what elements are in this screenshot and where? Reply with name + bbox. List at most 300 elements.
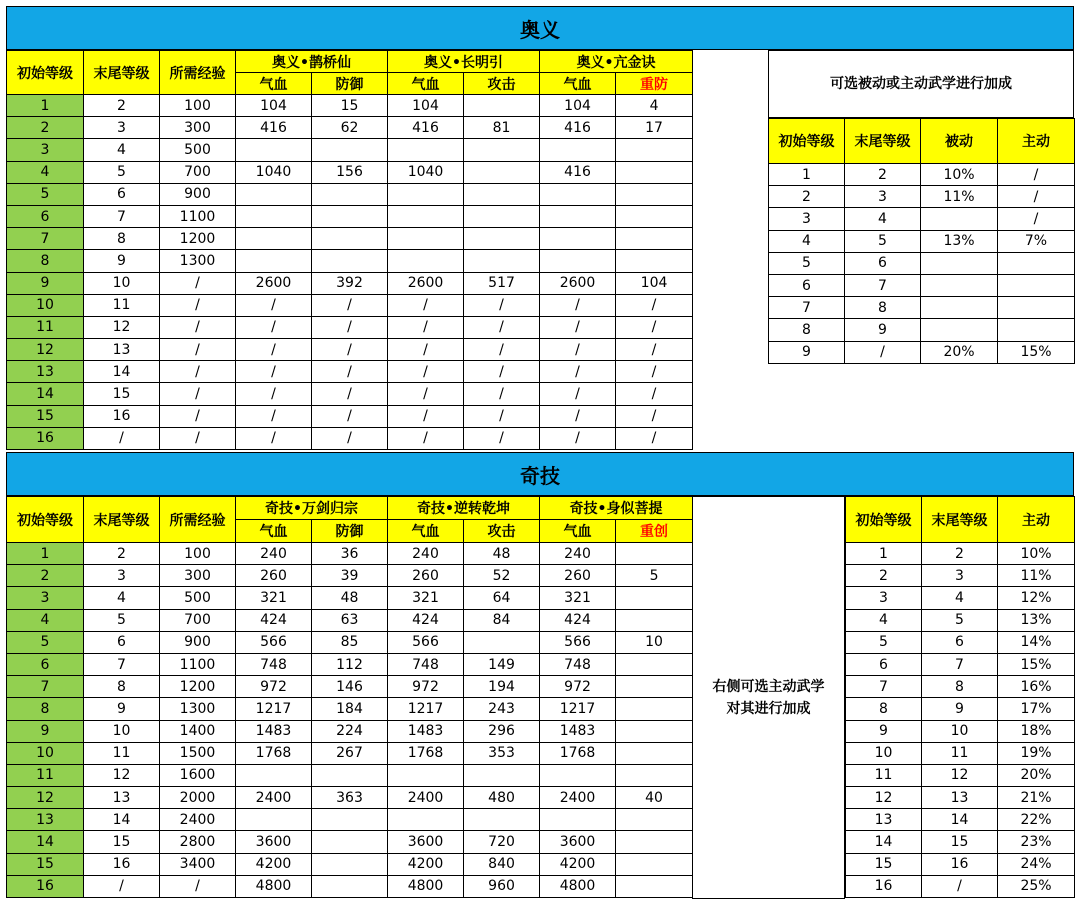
level-cell: 7 xyxy=(769,297,845,319)
table-cell xyxy=(388,764,464,786)
table-row xyxy=(846,853,1075,875)
level-cell: 3 xyxy=(846,587,922,609)
table-cell: / xyxy=(236,427,312,449)
table-cell: 15% xyxy=(998,653,1075,675)
table-cell: 10% xyxy=(998,543,1075,565)
subheader: 攻击 xyxy=(464,73,540,95)
table-row xyxy=(846,787,1075,809)
table-row xyxy=(846,653,1075,675)
table-cell: / xyxy=(540,405,616,427)
table-cell: 243 xyxy=(464,698,540,720)
subheader: 防御 xyxy=(312,73,388,95)
table-cell: 1300 xyxy=(160,698,236,720)
table-cell xyxy=(616,764,693,786)
table-cell: / xyxy=(540,361,616,383)
table-cell xyxy=(312,853,388,875)
table-row xyxy=(7,427,693,449)
table-cell: 2 xyxy=(84,95,160,117)
table-cell: 1768 xyxy=(236,742,312,764)
table-row xyxy=(7,228,693,250)
table-cell: 4200 xyxy=(540,853,616,875)
table-cell xyxy=(616,853,693,875)
table-cell xyxy=(921,319,998,341)
table-cell: 104 xyxy=(540,95,616,117)
table-cell: / xyxy=(84,427,160,449)
table-row xyxy=(769,164,1075,186)
level-cell: 10 xyxy=(846,742,922,764)
subheader: 气血 xyxy=(540,520,616,543)
level-cell: 3 xyxy=(7,139,84,161)
table-cell: 4 xyxy=(84,587,160,609)
table-cell: 2400 xyxy=(236,787,312,809)
level-cell: 5 xyxy=(769,252,845,274)
table-row xyxy=(769,186,1075,208)
table-cell: / xyxy=(388,405,464,427)
table-cell xyxy=(616,587,693,609)
header-end-level: 末尾等级 xyxy=(84,497,160,543)
table-cell: 9 xyxy=(922,698,998,720)
table-row xyxy=(769,341,1075,363)
table-cell xyxy=(388,228,464,250)
level-cell: 2 xyxy=(846,565,922,587)
table-cell: 2 xyxy=(84,543,160,565)
table-cell: / xyxy=(464,427,540,449)
table-cell: 16 xyxy=(922,853,998,875)
subheader: 攻击 xyxy=(464,520,540,543)
section-title: 奇技 xyxy=(520,463,560,488)
level-cell: 9 xyxy=(7,720,84,742)
table-cell: 3600 xyxy=(388,831,464,853)
table-cell: 17% xyxy=(998,698,1075,720)
level-cell: 7 xyxy=(846,676,922,698)
table-cell: 2600 xyxy=(236,272,312,294)
table-cell: 15 xyxy=(312,95,388,117)
table-cell: 4200 xyxy=(388,853,464,875)
table-row xyxy=(769,230,1075,252)
subheader: 防御 xyxy=(312,520,388,543)
table-cell xyxy=(998,252,1075,274)
table-cell: / xyxy=(616,339,693,361)
table-cell: 11 xyxy=(84,742,160,764)
level-cell: 3 xyxy=(769,208,845,230)
table-cell: 14 xyxy=(84,361,160,383)
table-cell: 112 xyxy=(312,653,388,675)
table-cell xyxy=(312,228,388,250)
table-cell: 63 xyxy=(312,609,388,631)
table-cell: 416 xyxy=(540,161,616,183)
table-cell: 1500 xyxy=(160,742,236,764)
level-cell: 15 xyxy=(846,853,922,875)
table-cell xyxy=(616,676,693,698)
table-cell: 36 xyxy=(312,543,388,565)
table-cell xyxy=(312,250,388,272)
table-cell: / xyxy=(160,427,236,449)
table-cell: 22% xyxy=(998,809,1075,831)
level-cell: 6 xyxy=(846,653,922,675)
table-cell: 100 xyxy=(160,543,236,565)
table-row xyxy=(7,250,693,272)
side-note-line: 对其进行加成 xyxy=(726,700,811,717)
table-cell: / xyxy=(236,294,312,316)
table-cell xyxy=(540,183,616,205)
table-cell: 2400 xyxy=(160,809,236,831)
table-cell: / xyxy=(236,316,312,338)
table-cell: 6 xyxy=(845,252,921,274)
table-row xyxy=(7,764,693,786)
table-cell: / xyxy=(312,427,388,449)
table-row xyxy=(846,698,1075,720)
aoyi-side-table xyxy=(768,118,1075,364)
table-cell xyxy=(312,809,388,831)
table-cell: 17 xyxy=(616,117,693,139)
table-cell xyxy=(236,809,312,831)
table-cell: 240 xyxy=(388,543,464,565)
table-cell: 18% xyxy=(998,720,1075,742)
level-cell: 1 xyxy=(7,543,84,565)
table-cell: 6 xyxy=(84,183,160,205)
table-cell: 4 xyxy=(922,587,998,609)
table-cell: / xyxy=(998,164,1075,186)
table-cell xyxy=(312,183,388,205)
table-row xyxy=(7,831,693,853)
table-cell: 14 xyxy=(922,809,998,831)
table-cell: 321 xyxy=(236,587,312,609)
table-cell: 4 xyxy=(616,95,693,117)
side-header-start-level: 初始等级 xyxy=(769,119,845,164)
table-row xyxy=(7,609,693,631)
qiji-main-table xyxy=(6,496,693,898)
table-cell: 2 xyxy=(845,164,921,186)
table-cell: / xyxy=(540,339,616,361)
table-cell: 2800 xyxy=(160,831,236,853)
table-cell: 1600 xyxy=(160,764,236,786)
table-row xyxy=(7,631,693,653)
table-cell xyxy=(464,205,540,227)
table-cell: 424 xyxy=(540,609,616,631)
level-cell: 8 xyxy=(7,250,84,272)
table-cell: 960 xyxy=(464,875,540,897)
table-row xyxy=(846,543,1075,565)
level-cell: 9 xyxy=(846,720,922,742)
table-row xyxy=(846,809,1075,831)
header-required-exp: 所需经验 xyxy=(160,497,236,543)
table-cell: 20% xyxy=(998,764,1075,786)
table-row xyxy=(846,742,1075,764)
table-cell: 14 xyxy=(84,809,160,831)
table-cell: 7 xyxy=(84,653,160,675)
table-cell: 7% xyxy=(998,230,1075,252)
level-cell: 14 xyxy=(7,831,84,853)
table-cell xyxy=(388,183,464,205)
table-cell: 15% xyxy=(998,341,1075,363)
table-cell xyxy=(388,205,464,227)
table-cell: 149 xyxy=(464,653,540,675)
table-row xyxy=(7,139,693,161)
table-cell xyxy=(540,764,616,786)
level-cell: 8 xyxy=(769,319,845,341)
table-cell xyxy=(236,764,312,786)
table-cell: / xyxy=(998,208,1075,230)
table-cell: / xyxy=(388,316,464,338)
table-cell: 1483 xyxy=(236,720,312,742)
table-cell xyxy=(616,139,693,161)
table-row xyxy=(7,853,693,875)
table-cell: 392 xyxy=(312,272,388,294)
aoyi-main-table xyxy=(6,50,693,450)
table-cell: 24% xyxy=(998,853,1075,875)
level-cell: 6 xyxy=(7,205,84,227)
table-cell: 3 xyxy=(84,565,160,587)
table-row xyxy=(7,161,693,183)
table-cell: 972 xyxy=(236,676,312,698)
level-cell: 1 xyxy=(846,543,922,565)
table-cell: 566 xyxy=(236,631,312,653)
table-row xyxy=(846,875,1075,897)
qiji-side-note xyxy=(692,496,845,899)
table-cell: 321 xyxy=(388,587,464,609)
table-cell xyxy=(312,139,388,161)
table-cell: 9 xyxy=(84,250,160,272)
table-row xyxy=(846,565,1075,587)
table-cell: 748 xyxy=(388,653,464,675)
table-cell xyxy=(921,252,998,274)
table-cell: 424 xyxy=(236,609,312,631)
table-row xyxy=(846,587,1075,609)
table-cell: / xyxy=(388,294,464,316)
section-banner-aoyi xyxy=(6,6,1074,50)
table-row xyxy=(846,676,1075,698)
table-cell: 748 xyxy=(236,653,312,675)
table-cell: 15 xyxy=(84,383,160,405)
table-cell xyxy=(236,183,312,205)
table-cell xyxy=(616,809,693,831)
table-cell: 4 xyxy=(84,139,160,161)
table-cell: 7 xyxy=(84,205,160,227)
header-end-level: 末尾等级 xyxy=(84,51,160,95)
table-cell: 2000 xyxy=(160,787,236,809)
table-cell: 15 xyxy=(84,831,160,853)
table-cell: / xyxy=(540,383,616,405)
table-cell: 240 xyxy=(236,543,312,565)
table-cell xyxy=(464,631,540,653)
table-cell: 194 xyxy=(464,676,540,698)
group-header: 奇技•万剑归宗 xyxy=(236,497,388,520)
table-cell: 104 xyxy=(616,272,693,294)
table-cell: 10 xyxy=(84,720,160,742)
table-cell: 1768 xyxy=(388,742,464,764)
table-cell: / xyxy=(160,361,236,383)
table-row xyxy=(7,875,693,897)
table-cell: 40 xyxy=(616,787,693,809)
level-cell: 4 xyxy=(769,230,845,252)
level-cell: 13 xyxy=(846,809,922,831)
table-cell: / xyxy=(312,294,388,316)
group-header: 奇技•身似菩提 xyxy=(540,497,693,520)
table-cell: / xyxy=(998,186,1075,208)
table-row xyxy=(7,405,693,427)
table-row xyxy=(7,95,693,117)
table-cell: 4800 xyxy=(388,875,464,897)
table-row xyxy=(846,764,1075,786)
table-cell: 2600 xyxy=(540,272,616,294)
header-start-level: 初始等级 xyxy=(7,51,84,95)
qiji-side-table xyxy=(845,496,1075,898)
side-header-active: 主动 xyxy=(998,497,1075,543)
table-cell: 16% xyxy=(998,676,1075,698)
table-row xyxy=(7,742,693,764)
table-cell: 363 xyxy=(312,787,388,809)
table-cell: 13% xyxy=(998,609,1075,631)
table-cell: / xyxy=(160,875,236,897)
table-cell: / xyxy=(616,294,693,316)
table-cell: 416 xyxy=(236,117,312,139)
table-cell xyxy=(616,742,693,764)
table-cell: 5 xyxy=(616,565,693,587)
table-cell: / xyxy=(312,405,388,427)
table-cell: 15 xyxy=(922,831,998,853)
level-cell: 9 xyxy=(769,341,845,363)
table-cell xyxy=(464,183,540,205)
table-row xyxy=(846,631,1075,653)
level-cell: 10 xyxy=(7,742,84,764)
table-row xyxy=(769,274,1075,296)
table-cell: 1040 xyxy=(388,161,464,183)
table-cell: 11 xyxy=(84,294,160,316)
table-cell: 224 xyxy=(312,720,388,742)
table-cell: 700 xyxy=(160,609,236,631)
table-cell: 2600 xyxy=(388,272,464,294)
table-cell: / xyxy=(616,316,693,338)
table-cell: 748 xyxy=(540,653,616,675)
level-cell: 4 xyxy=(7,609,84,631)
table-cell: 4 xyxy=(845,208,921,230)
table-cell xyxy=(464,764,540,786)
table-row xyxy=(7,316,693,338)
table-row xyxy=(7,809,693,831)
table-cell: / xyxy=(312,316,388,338)
table-cell: 3 xyxy=(84,117,160,139)
aoyi-side-note xyxy=(768,50,1074,118)
table-cell: 267 xyxy=(312,742,388,764)
table-row xyxy=(846,720,1075,742)
table-cell xyxy=(388,809,464,831)
table-cell: / xyxy=(616,405,693,427)
table-cell xyxy=(312,205,388,227)
table-cell xyxy=(464,250,540,272)
table-cell: / xyxy=(616,361,693,383)
level-cell: 7 xyxy=(7,228,84,250)
table-row xyxy=(769,297,1075,319)
table-cell xyxy=(236,250,312,272)
table-cell xyxy=(616,831,693,853)
table-cell: 156 xyxy=(312,161,388,183)
level-cell: 6 xyxy=(7,653,84,675)
table-cell xyxy=(998,319,1075,341)
table-cell: 5 xyxy=(845,230,921,252)
table-cell xyxy=(616,653,693,675)
table-cell: 566 xyxy=(388,631,464,653)
table-cell xyxy=(540,139,616,161)
table-cell: 1400 xyxy=(160,720,236,742)
table-cell: 1768 xyxy=(540,742,616,764)
table-cell: 48 xyxy=(312,587,388,609)
table-cell: 6 xyxy=(84,631,160,653)
subheader-highlight: 重创 xyxy=(616,520,693,543)
table-cell: 81 xyxy=(464,117,540,139)
level-cell: 9 xyxy=(7,272,84,294)
table-cell: 13 xyxy=(84,787,160,809)
side-header-active: 主动 xyxy=(998,119,1075,164)
table-cell: 1200 xyxy=(160,676,236,698)
level-cell: 16 xyxy=(7,875,84,897)
table-cell: 104 xyxy=(388,95,464,117)
level-cell: 16 xyxy=(846,875,922,897)
subheader: 气血 xyxy=(388,73,464,95)
level-cell: 2 xyxy=(7,117,84,139)
table-row xyxy=(7,587,693,609)
table-cell: 1040 xyxy=(236,161,312,183)
table-cell: 12% xyxy=(998,587,1075,609)
table-cell: 11% xyxy=(998,565,1075,587)
table-cell: 1483 xyxy=(388,720,464,742)
table-cell: / xyxy=(236,339,312,361)
table-cell: 416 xyxy=(388,117,464,139)
table-cell: 1483 xyxy=(540,720,616,742)
table-row xyxy=(7,720,693,742)
table-cell: 353 xyxy=(464,742,540,764)
table-cell: 8 xyxy=(84,228,160,250)
table-cell: 85 xyxy=(312,631,388,653)
table-cell: 10 xyxy=(922,720,998,742)
table-cell: 12 xyxy=(922,764,998,786)
table-cell: / xyxy=(464,383,540,405)
table-cell: 16 xyxy=(84,405,160,427)
table-row xyxy=(846,609,1075,631)
table-cell xyxy=(464,139,540,161)
table-cell: / xyxy=(616,427,693,449)
level-cell: 6 xyxy=(769,274,845,296)
table-cell: 184 xyxy=(312,698,388,720)
table-cell: / xyxy=(540,427,616,449)
table-row xyxy=(7,117,693,139)
group-header: 奇技•逆转乾坤 xyxy=(388,497,540,520)
table-cell xyxy=(312,831,388,853)
table-row xyxy=(7,383,693,405)
table-cell: / xyxy=(160,405,236,427)
table-cell: / xyxy=(922,875,998,897)
level-cell: 4 xyxy=(846,609,922,631)
table-cell: 146 xyxy=(312,676,388,698)
table-cell xyxy=(464,809,540,831)
table-cell: 566 xyxy=(540,631,616,653)
table-cell: / xyxy=(160,383,236,405)
level-cell: 11 xyxy=(7,316,84,338)
table-cell: 11% xyxy=(921,186,998,208)
section-title: 奥义 xyxy=(520,17,560,42)
table-cell: 2 xyxy=(922,543,998,565)
table-cell: / xyxy=(464,405,540,427)
level-cell: 12 xyxy=(846,787,922,809)
table-cell: / xyxy=(388,361,464,383)
table-cell xyxy=(998,297,1075,319)
table-cell xyxy=(616,205,693,227)
table-cell: / xyxy=(540,316,616,338)
table-cell: 4800 xyxy=(540,875,616,897)
side-header-passive: 被动 xyxy=(921,119,998,164)
table-row xyxy=(7,183,693,205)
table-cell: 20% xyxy=(921,341,998,363)
subheader: 气血 xyxy=(540,73,616,95)
